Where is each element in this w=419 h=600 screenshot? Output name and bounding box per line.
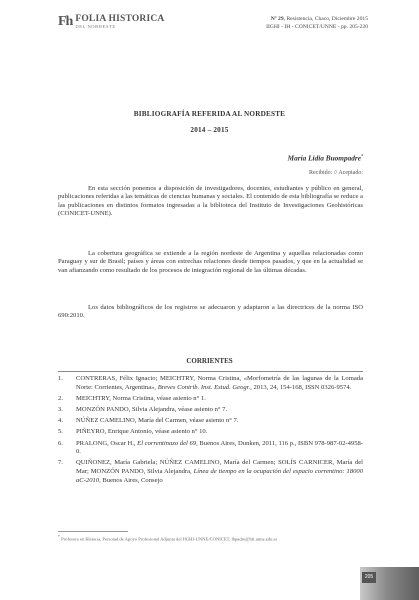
list-item: 3. MONZÓN PANDO, Silvia Alejandra, véase asiento n° 7. <box>58 405 228 413</box>
list-item: 1. CONTRERAS, Félix Ignacio; MEICHTRY, Norma Cristina, «Morfometría de las lagunas de la Lomada Norte: Corrientes, Argentina», Breves Contrib. Inst. Estud. Geogr., 2013, 24, 154-168, ISSN 0326-9574. <box>58 375 363 391</box>
issue-info <box>218 15 368 31</box>
issue-number: Nº 29 <box>270 16 284 22</box>
journal-logo <box>58 14 164 30</box>
journal-title: FOLIA HISTORICA <box>75 13 165 24</box>
footnote: * Profesora en Historia, Personal de Apoyo Profesional Adjunta del IIGHI-UNNE/CONICET, lbpadre@hft.unne.edu.ar <box>58 535 278 542</box>
article-title: BIBLIOGRAFÍA REFERIDA AL NORDESTE <box>133 110 286 118</box>
page-header <box>0 0 419 48</box>
list-item: 4. NÚÑEZ CAMELINO, María del Carmen, véase asiento n° 7. <box>58 417 239 425</box>
received-line: Recibido: // Aceptado: <box>309 170 363 176</box>
journal-logo-icon: Fh <box>58 14 73 29</box>
author-footnote-mark: * <box>361 153 363 158</box>
issue-details: , Resistencia, Chaco, Diciembre 2015 <box>283 16 368 22</box>
list-item: 5. PIÑEYRO, Enrique Antonio, véase asiento n° 10. <box>58 428 208 436</box>
list-item: 2. MEICHTRY, Norma Cristina, véase asiento n° 1. <box>58 394 206 402</box>
list-item: 7. QUIÑONEZ, María Gabriela; NÚÑEZ CAMELINO, María del Carmen; SOLÍS CARNICER, María del Mar; MONZÓN PANDO, Silvia Alejandra, Línea de tiempo en la ocupación del espacio correntino: 18000 aC-2010, Buenos Aires, Consejo <box>58 459 363 484</box>
author-name: María Lidia Buompadre* <box>287 153 363 163</box>
journal-subtitle: DEL NORDESTE <box>75 24 116 29</box>
intro-paragraph-2: La cobertura geográfica se extiende a la región nordeste de Argentina y aquellas relacionadas como Paraguay y sur de Brasil; países y áreas con estrechas relaciones desde tiempos pasados, y que en la actualidad se van afianzando como resultado de los procesos de integración regional de las últimas décadas. <box>58 250 363 274</box>
page-number: 205 <box>362 572 376 583</box>
intro-paragraph-3: Los datos bibliográficos de los registros se adecuaron y adaptaron a las directrices de la norma ISO 690:2010. <box>58 304 363 320</box>
issn-line: IIGHI - IH - CONICET/UNNE - pp. 205-220 <box>266 24 368 30</box>
bibliography-list <box>58 375 363 488</box>
section-divider <box>58 371 363 372</box>
intro-paragraph-1: En esta sección ponemos a disposición de investigadores, docentes, estudiantes y público en general, publicaciones referidas a las temáticas de ciencias humanas y sociales. El contenido de esta bibliografía se reduce a las publicaciones en distintos formatos ingresadas a la biblioteca del Instituto de Investigaciones Geohistóricas (CONICET-UNNE). <box>58 185 363 218</box>
list-item: 6. PRALONG, Oscar H., El correntinazo del 69, Buenos Aires, Dunken, 2011, 116 p., ISBN 978-987-02-4958-0. <box>58 439 364 456</box>
section-heading: CORRIENTES <box>186 357 233 365</box>
article-years: 2014 – 2015 <box>190 126 229 134</box>
footnote-divider <box>58 531 128 532</box>
